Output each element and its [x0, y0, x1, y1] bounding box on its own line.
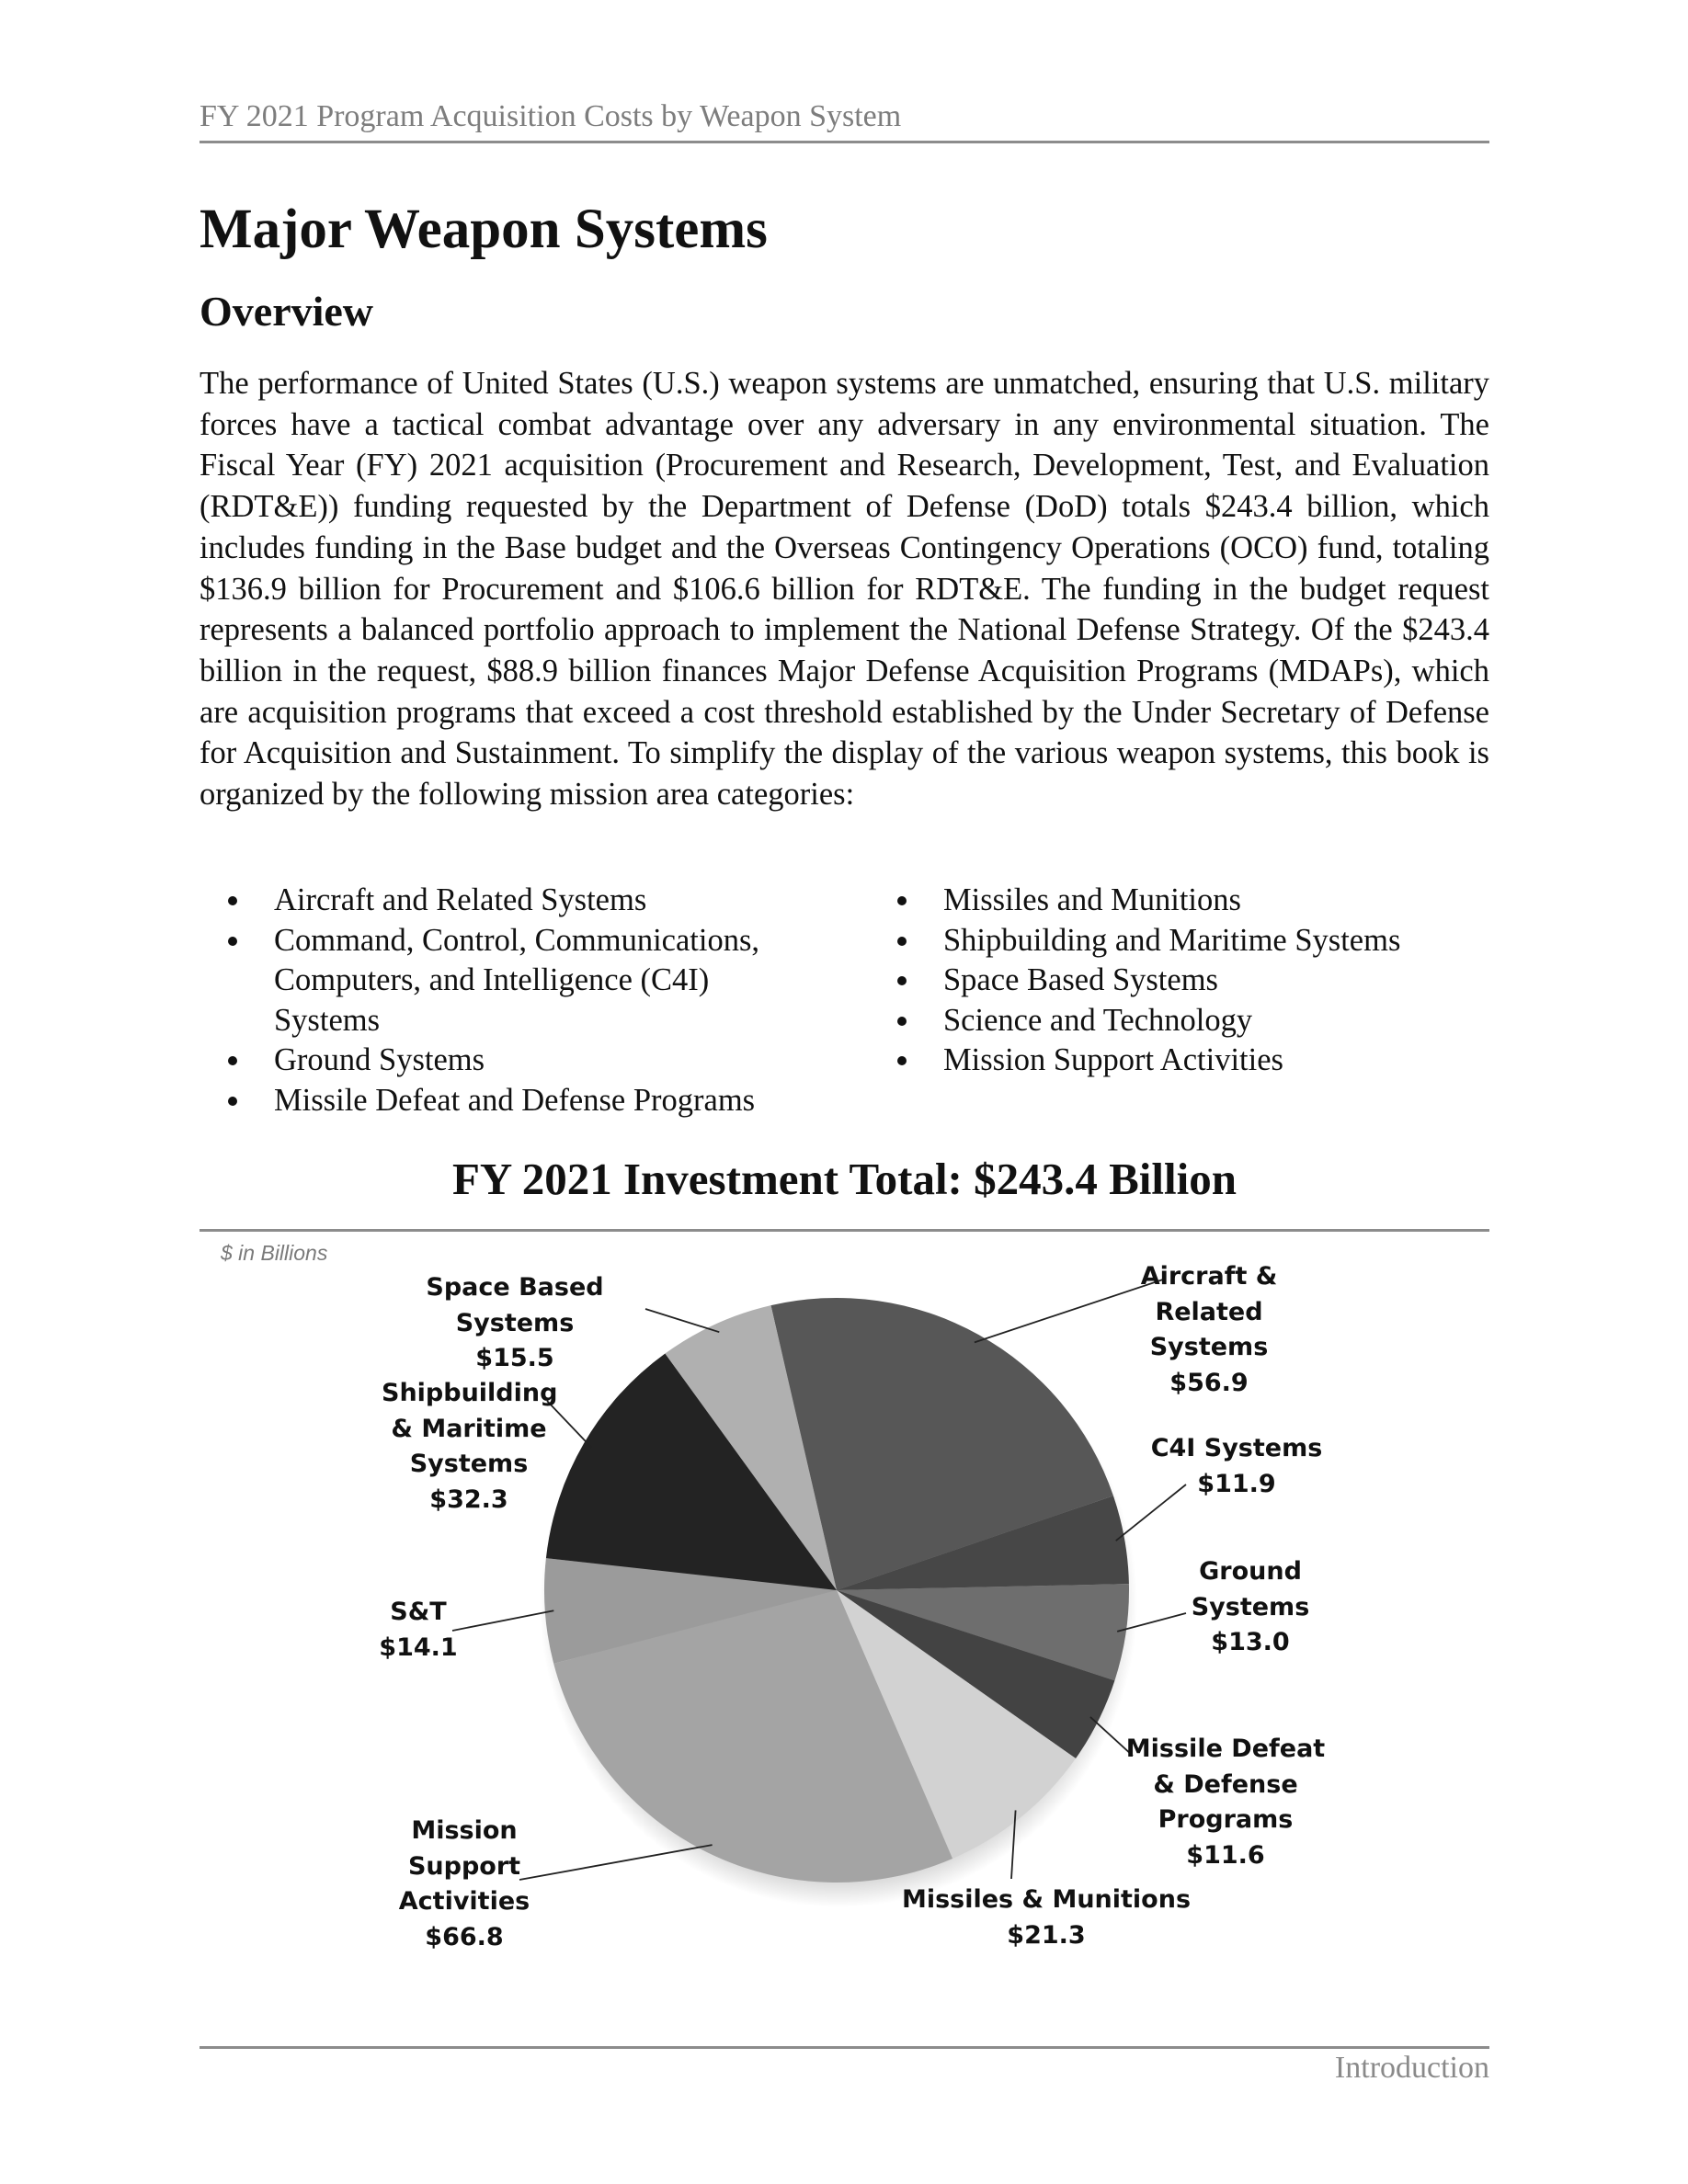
- pie-slices: [544, 1298, 1129, 1883]
- units-note: $ in Billions: [221, 1241, 328, 1265]
- label-shipbuilding: Shipbuilding & Maritime Systems $32.3: [382, 1379, 558, 1514]
- list-item: Mission Support Activities: [890, 1041, 1497, 1081]
- label-c4i: C4I Systems $11.9: [1150, 1434, 1323, 1498]
- list-item: Space Based Systems: [890, 961, 1497, 1001]
- list-item: Shipbuilding and Maritime Systems: [890, 921, 1497, 961]
- running-header: FY 2021 Program Acquisition Costs by Weapon System: [200, 99, 902, 133]
- label-st: S&T $14.1: [379, 1598, 458, 1662]
- chart-title: FY 2021 Investment Total: $243.4 Billion: [451, 1154, 1237, 1204]
- label-missile-defeat: Missile Defeat & Defense Programs $11.6: [1125, 1735, 1326, 1870]
- list-item: Missile Defeat and Defense Programs: [221, 1081, 809, 1121]
- label-ground: Ground Systems $13.0: [1191, 1557, 1310, 1656]
- label-mission-support: Mission Support Activities $66.8: [398, 1816, 530, 1951]
- label-space: Space Based Systems $15.5: [426, 1273, 604, 1372]
- footer-section: Introduction: [1334, 2051, 1489, 2085]
- list-item: Ground Systems: [221, 1041, 809, 1081]
- page-title: Major Weapon Systems: [200, 199, 768, 260]
- label-aircraft: Aircraft & Related Systems $56.9: [1140, 1262, 1278, 1397]
- section-heading: Overview: [200, 288, 374, 335]
- list-item: Science and Technology: [890, 1001, 1497, 1041]
- list-item: Command, Control, Communications, Computers, and Intelligence (C4I) Systems: [221, 921, 809, 1041]
- overview-paragraph: The performance of United States (U.S.) weapon systems are unmatched, ensuring that U.S. military forces have a tactical combat advantage over any adversary in any environmental situation. The Fiscal Year (FY) 2021 acquisition (Procurement and Research, Development, Test, and Evaluation (RDT&E)) funding requested by the Department of Defense (DoD) totals $243.4 billion, which includes funding in the Base budget and the Overseas Contingency Operations (OCO) fund, totaling $136.9 billion for Procurement and $106.6 billion for RDT&E. The funding in the budget request represents a balanced portfolio approach to implement the National Defense Strategy. Of the $243.4 billion in the request, $88.9 billion finances Major Defense Acquisition Programs (MDAPs), which are acquisition programs that exceed a cost threshold established by the Under Secretary of Defense for Acquisition and Sustainment. To simplify the display of the various weapon systems, this book is organized by the following mission area categories:: [200, 366, 1489, 813]
- list-item: Missiles and Munitions: [890, 881, 1497, 921]
- label-missiles: Missiles & Munitions $21.3: [901, 1885, 1192, 1950]
- list-item: Aircraft and Related Systems: [221, 881, 809, 921]
